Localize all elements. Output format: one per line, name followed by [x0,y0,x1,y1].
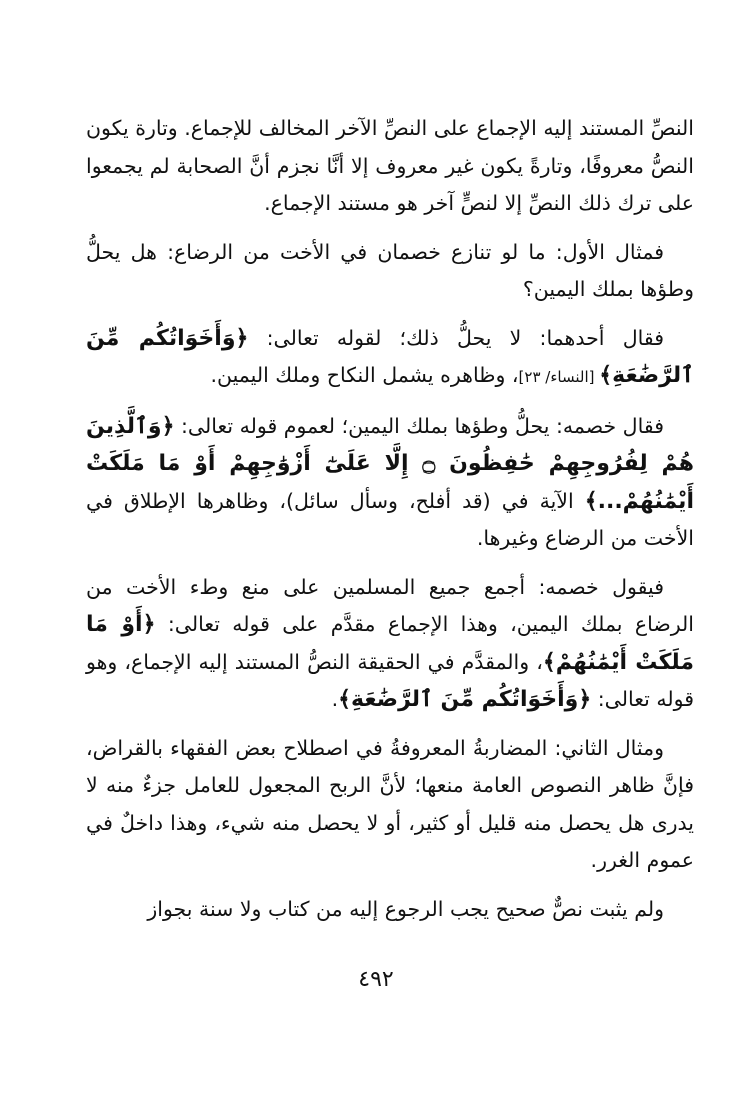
page-body [86,110,694,939]
paragraph-text: ولم يثبت نصٌّ صحيح يجب الرجوع إليه من كتاب ولا سنة بجواز [147,896,664,921]
paragraph-text: ، وظاهره يشمل النكاح وملك اليمين. [210,363,519,387]
paragraph-7 [86,891,694,929]
paragraph-text: النصِّ المستند إليه الإجماع على النصِّ الآخر المخالف للإجماع. وتارة يكون النصُّ معروفًا، وتارةً يكون غير معروف إلا أنَّا نجزم أنَّ الصحابة لم يجمعوا على ترك ذلك النصِّ إلا لنصٍّ آخر هو مستند الإجماع. [86,116,694,215]
quran-verse: ﴿وَأَخَوَاتُكُم مِّنَ ٱلرَّضَٰعَةِ﴾ [86,325,694,388]
paragraph-text: ومثال الثاني: المضاربةُ المعروفةُ في اصطلاح بعض الفقهاء بالقراض، فإنَّ ظاهر النصوص العامة منعها؛ لأنَّ الربح المجعول للعامل جزءٌ منه لا يدرى هل يحصل منه قليل أو كثير، أو لا يحصل منه شيء، وهذا داخلٌ في عموم الغرر. [86,735,694,872]
paragraph-5 [86,569,694,719]
paragraph-text: . [331,687,339,711]
paragraph-3 [86,320,694,397]
paragraph-6 [86,730,694,880]
quran-verse: ﴿أَوْ مَا مَلَكَتْ أَيْمَٰنُهُمْ﴾ [86,612,694,675]
page-number: ٤٩٢ [358,967,394,992]
quran-verse: ﴿وَأَخَوَاتُكُم مِّنَ ٱلرَّضَٰعَةِ﴾ [338,687,592,712]
paragraph-text: فقال أحدهما: لا يحلُّ ذلك؛ لقوله تعالى: [248,325,665,350]
paragraph-2 [86,234,694,309]
paragraph-4 [86,408,694,558]
paragraph-text: فمثال الأول: ما لو تنازع خصمان في الأخت من الرضاع: هل يحلُّ وطؤها بملك اليمين؟ [86,239,694,301]
paragraph-1 [86,110,694,223]
quran-verse: ﴿وَٱلَّذِينَ هُمْ لِفُرُوجِهِمْ حَٰفِظُونَ ۝ إِلَّا عَلَىٰٓ أَزْوَٰجِهِمْ أَوْ مَا مَلَكَتْ أَيْمَٰنُهُمْ...﴾ [86,413,694,514]
paragraph-text: فقال خصمه: يحلُّ وطؤها بملك اليمين؛ لعموم قوله تعالى: [174,413,664,438]
paragraph-text: الآية في (قد أفلح، وسأل سائل)، وظاهرها الإطلاق في الأخت من الرضاع وغيرها. [86,488,694,550]
paragraph-text: فيقول خصمه: أجمع جميع المسلمين على منع وطء الأخت من الرضاع بملك اليمين، وهذا الإجماع مقدَّم على قوله تعالى: [86,574,695,636]
paragraph-text: ، والمقدَّم في الحقيقة النصُّ المستند إليه الإجماع، وهو قوله تعالى: [86,649,694,711]
verse-citation: [النساء/ ٢٣] [518,368,600,386]
